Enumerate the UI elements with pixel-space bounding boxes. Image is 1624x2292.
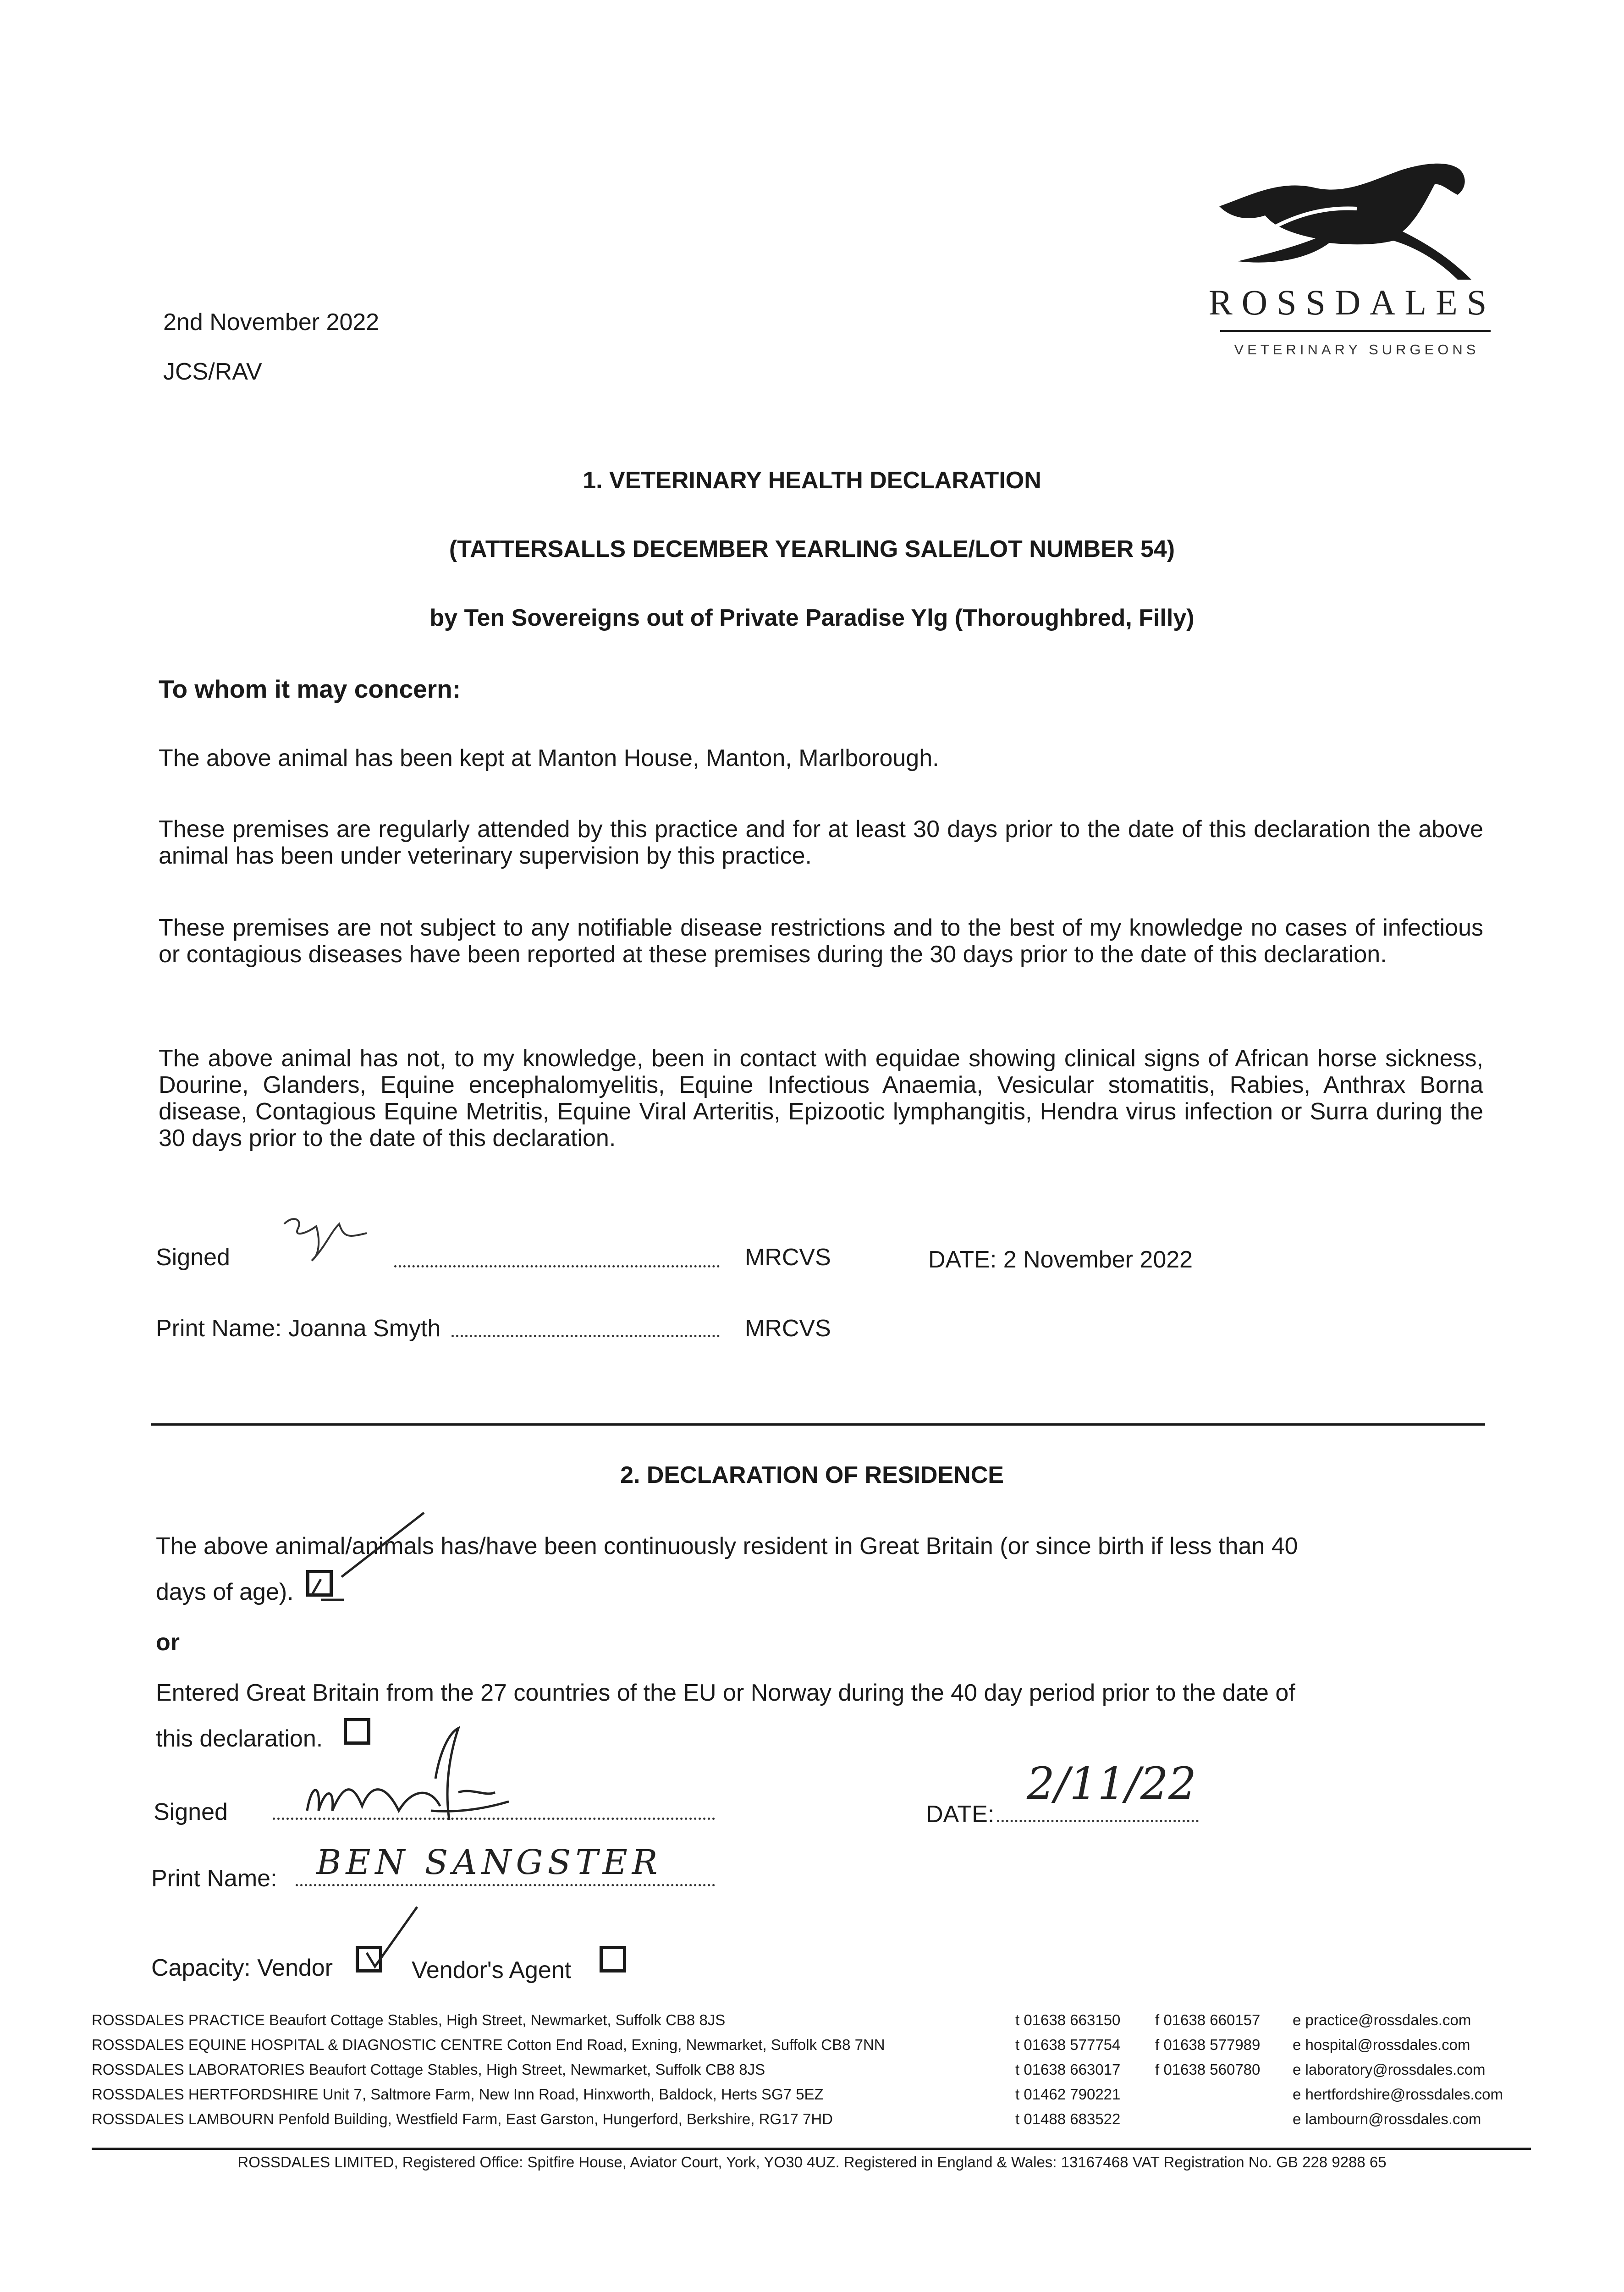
- logo-name: ROSSDALES: [1208, 282, 1496, 322]
- paragraph-supervision: These premises are regularly attended by this practice and for at least 30 days prior to the date of this declaration the above animal has been under veterinary supervision by this practice.: [159, 816, 1483, 869]
- print-name-line: [296, 1884, 715, 1886]
- logo-tagline: VETERINARY SURGEONS: [1234, 342, 1480, 358]
- section1-subtitle: (TATTERSALLS DECEMBER YEARLING SALE/LOT NUMBER 54): [449, 536, 1175, 562]
- print-name-label: Print Name:: [151, 1865, 277, 1892]
- residence-line-2: days of age).: [156, 1579, 294, 1605]
- letter-date: 2nd November 2022: [163, 309, 380, 336]
- date-label: DATE:: [926, 1801, 995, 1828]
- or-label: or: [156, 1629, 180, 1656]
- vet-print-name: Print Name: Joanna Smyth: [156, 1315, 441, 1342]
- horse-logo-icon: [1210, 151, 1476, 289]
- footer-registration: ROSSDALES LIMITED, Registered Office: Spitfire House, Aviator Court, York, YO30 4UZ. Registered in England & Wales: 13167468 VAT Registration No. GB 228 9288 65: [237, 2154, 1387, 2171]
- handwritten-print-name: BEN SANGSTER: [316, 1843, 662, 1882]
- resident-checkmark-icon: [300, 1504, 438, 1609]
- handwritten-date: 2/11/22: [1027, 1758, 1197, 1809]
- reference: JCS/RAV: [163, 358, 262, 385]
- vendor-signature: [293, 1714, 532, 1834]
- signed-label: Signed: [156, 1244, 230, 1271]
- vendors-agent-label: Vendor's Agent: [412, 1957, 572, 1983]
- mrcvs-label: MRCVS: [745, 1244, 831, 1271]
- paragraph-restrictions: These premises are not subject to any notifiable disease restrictions and to the best of my knowledge no cases of infectious or contagious diseases have been reported at these premises during the 30 days prior to the date of this declaration.: [159, 915, 1483, 968]
- mrcvs-label-2: MRCVS: [745, 1315, 831, 1342]
- vet-signature-line: [394, 1265, 720, 1267]
- declaration-date: DATE: 2 November 2022: [928, 1246, 1193, 1273]
- capacity-vendor-label: Capacity: Vendor: [151, 1955, 333, 1981]
- signed-label-2: Signed: [154, 1799, 228, 1825]
- vet-signature: [275, 1206, 385, 1270]
- residence-line-1: The above animal/animals has/have been continuously resident in Great Britain (or since birth if less than 40: [156, 1533, 1298, 1559]
- vet-print-name-line: [451, 1335, 720, 1337]
- logo-divider: [1220, 330, 1491, 332]
- entered-line-2: this declaration.: [156, 1725, 323, 1752]
- salutation: To whom it may concern:: [159, 675, 461, 703]
- section2-title: 2. DECLARATION OF RESIDENCE: [620, 1462, 1004, 1488]
- horse-description: by Ten Sovereigns out of Private Paradise Ylg (Thoroughbred, Filly): [429, 605, 1195, 631]
- date-line: [997, 1820, 1199, 1822]
- section-divider: [151, 1423, 1485, 1426]
- entered-line-1: Entered Great Britain from the 27 countries of the EU or Norway during the 40 day period prior to the date of: [156, 1680, 1295, 1706]
- vendors-agent-checkbox[interactable]: [600, 1946, 626, 1972]
- paragraph-premises: The above animal has been kept at Manton House, Manton, Marlborough.: [159, 745, 939, 771]
- section1-title: 1. VETERINARY HEALTH DECLARATION: [583, 467, 1041, 494]
- paragraph-disease-contact: The above animal has not, to my knowledge, been in contact with equidae showing clinical signs of African horse sickness, Dourine, Glanders, Equine encephalomyelitis, Equine Infectious Anaemia, Vesicular stomatitis, Rabies, Anthrax Borna disease, Contagious Equine Metritis, Equine Viral Arteritis, Epizootic lymphangitis, Hendra virus infection or Surra during the 30 days prior to the date of this declaration.: [159, 1045, 1483, 1152]
